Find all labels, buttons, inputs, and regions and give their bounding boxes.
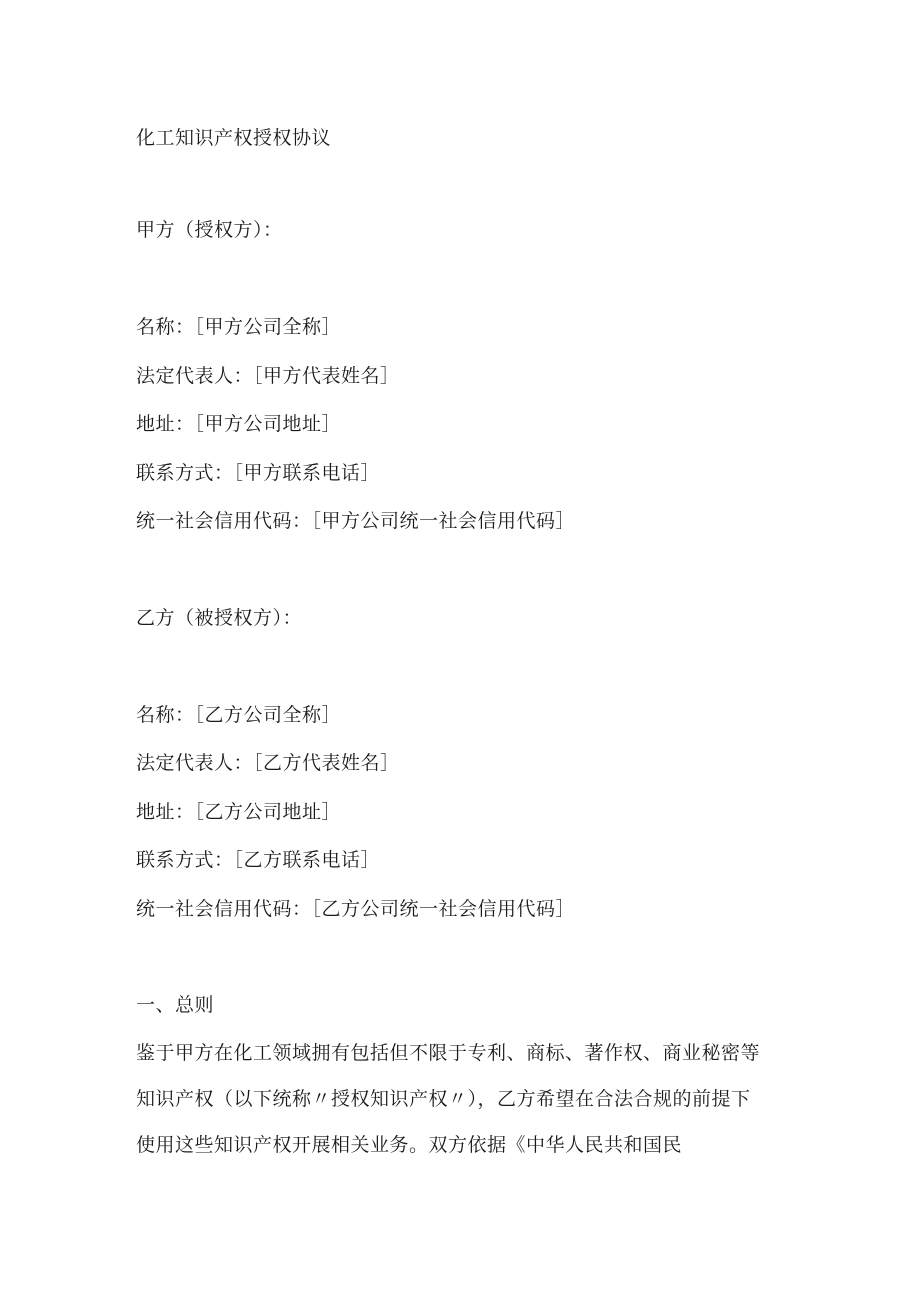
party-b-representative: 法定代表人：［乙方代表姓名］ <box>136 752 400 774</box>
paragraph-line: 知识产权（以下统称〃授权知识产权〃），乙方希望在合法合规的前提下 <box>136 1088 751 1110</box>
party-b-credit-code: 统一社会信用代码：［乙方公司统一社会信用代码］ <box>136 898 576 920</box>
party-a-contact: 联系方式：［甲方联系电话］ <box>136 462 381 484</box>
party-a-credit-code: 统一社会信用代码：［甲方公司统一社会信用代码］ <box>136 510 576 532</box>
party-b-heading: 乙方（被授权方）： <box>136 607 303 629</box>
party-a-heading: 甲方（授权方）： <box>136 219 283 241</box>
party-b-contact: 联系方式：［乙方联系电话］ <box>136 849 381 871</box>
party-a-address: 地址：［甲方公司地址］ <box>136 413 342 435</box>
section-1-heading: 一、总则 <box>136 994 215 1016</box>
section-1-paragraph <box>136 1030 786 1168</box>
document-title: 化工知识产权授权协议 <box>136 127 332 149</box>
paragraph-line: 使用这些知识产权开展相关业务。双方依据《中华人民共和国民 <box>136 1134 683 1156</box>
party-a-representative: 法定代表人：［甲方代表姓名］ <box>136 365 400 387</box>
party-a-name: 名称：［甲方公司全称］ <box>136 316 342 338</box>
party-b-address: 地址：［乙方公司地址］ <box>136 801 342 823</box>
paragraph-line: 鉴于甲方在化工领域拥有包括但不限于专利、商标、著作权、商业秘密等 <box>136 1042 761 1064</box>
party-b-name: 名称：［乙方公司全称］ <box>136 704 342 726</box>
